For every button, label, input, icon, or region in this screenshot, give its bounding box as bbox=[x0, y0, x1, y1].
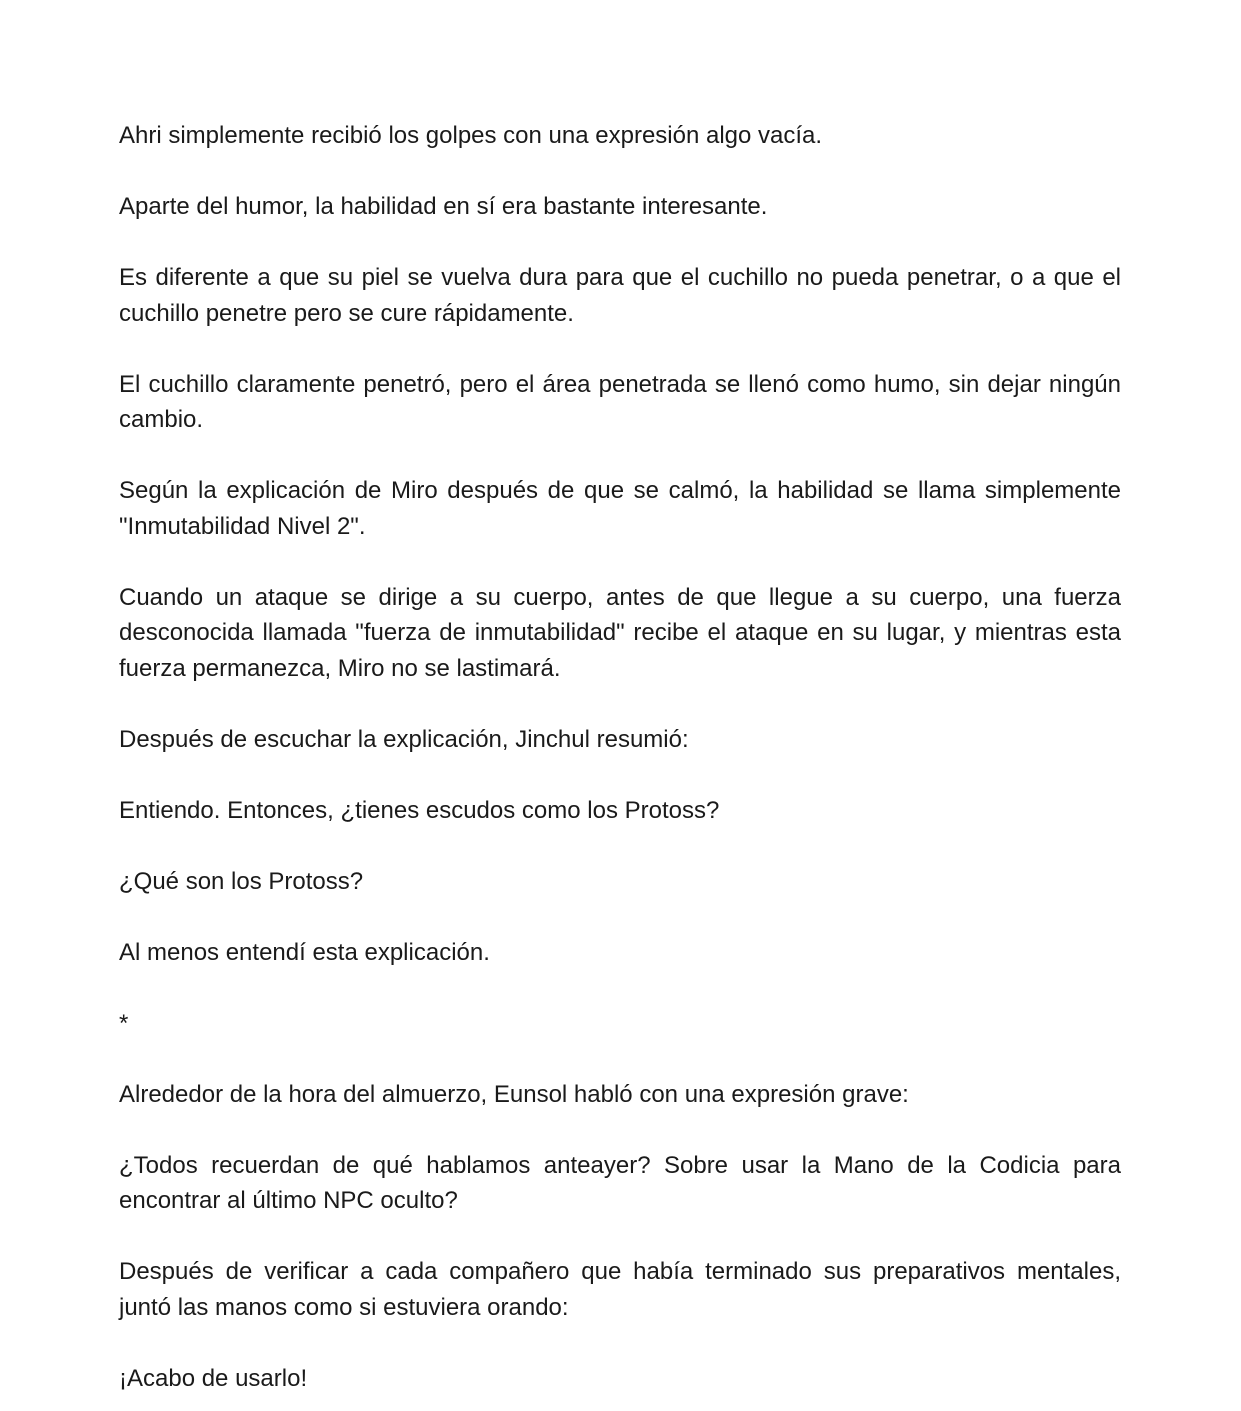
paragraph: Alrededor de la hora del almuerzo, Eunsol habló con una expresión grave: bbox=[119, 1080, 909, 1108]
paragraph: Después de escuchar la explicación, Jinchul resumió: bbox=[119, 725, 689, 753]
paragraph: Entiendo. Entonces, ¿tienes escudos como los Protoss? bbox=[119, 796, 720, 824]
paragraph: Según la explicación de Miro después de que se calmó, la habilidad se llama simplemente "Inmutabilidad Nivel 2". bbox=[119, 477, 1121, 540]
paragraph: El cuchillo claramente penetró, pero el área penetrada se llenó como humo, sin dejar ningún cambio. bbox=[119, 370, 1121, 433]
paragraph: Al menos entendí esta explicación. bbox=[119, 938, 490, 966]
paragraph: Después de verificar a cada compañero que había terminado sus preparativos mentales, juntó las manos como si estuviera orando: bbox=[119, 1258, 1121, 1321]
paragraph: Cuando un ataque se dirige a su cuerpo, antes de que llegue a su cuerpo, una fuerza desconocida llamada "fuerza de inmutabilidad" recibe el ataque en su lugar, y mientras esta fuerza permanezca, Miro no se lastimará. bbox=[119, 583, 1121, 682]
paragraph: Aparte del humor, la habilidad en sí era bastante interesante. bbox=[119, 193, 768, 220]
paragraph: ¿Todos recuerdan de qué hablamos anteayer? Sobre usar la Mano de la Codicia para encontrar al último NPC oculto? bbox=[119, 1151, 1121, 1214]
paragraph: ¿Qué son los Protoss? bbox=[119, 867, 364, 895]
scene-break: * bbox=[119, 1009, 129, 1037]
paragraph: Ahri simplemente recibió los golpes con una expresión algo vacía. bbox=[119, 122, 823, 149]
paragraph: Es diferente a que su piel se vuelva dura para que el cuchillo no pueda penetrar, o a que el cuchillo penetre pero se cure rápidamente. bbox=[119, 264, 1121, 327]
paragraph: ¡Acabo de usarlo! bbox=[119, 1364, 308, 1392]
document-body bbox=[119, 118, 1121, 1396]
